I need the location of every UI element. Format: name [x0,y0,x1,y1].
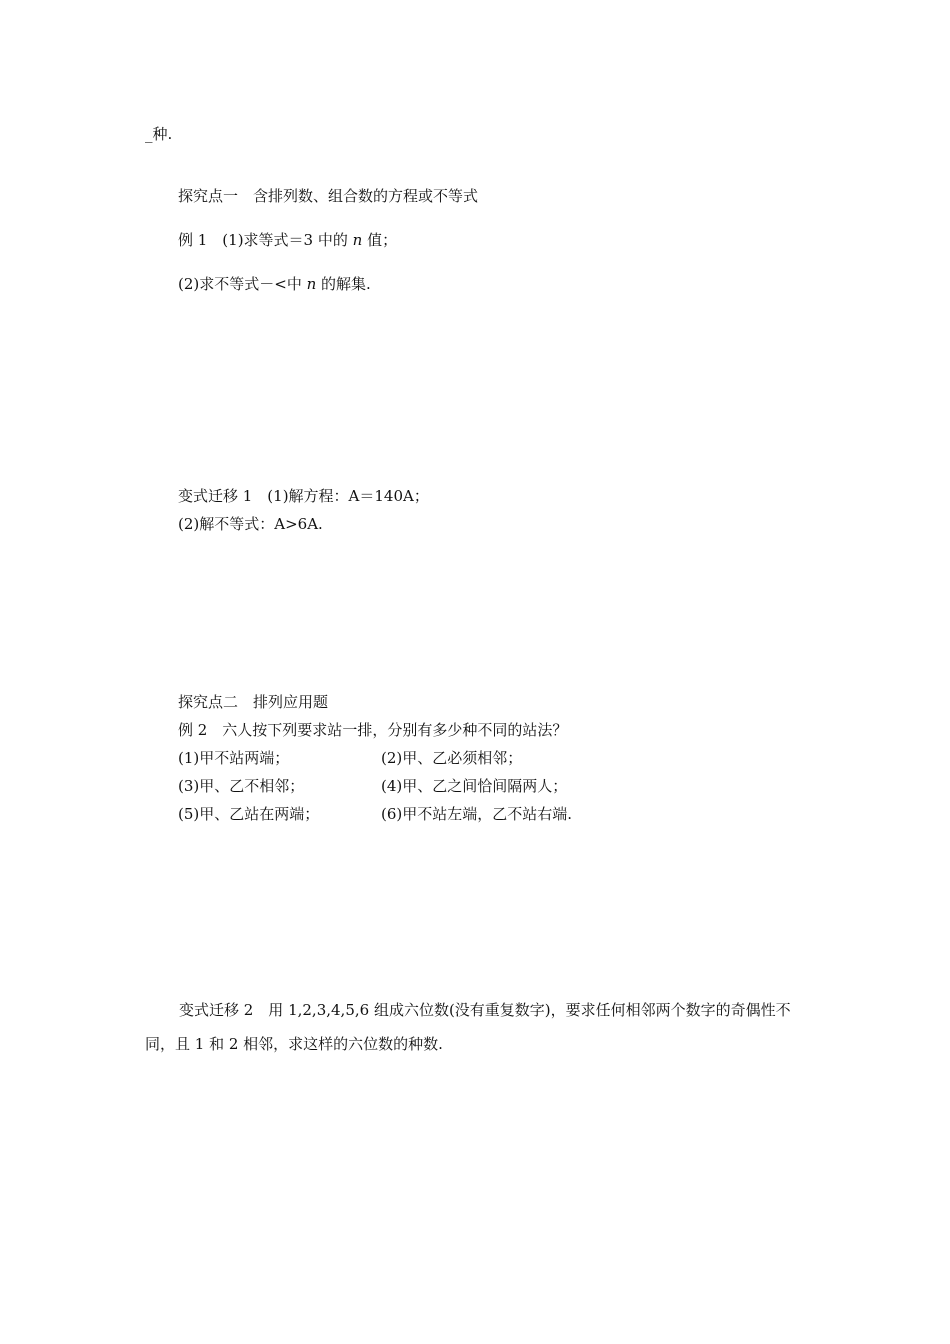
example2-item-5: (5)甲、乙站在两端； [178,805,320,823]
example1-part2-prefix: (2)求不等式－<中 [178,275,307,293]
example2-item-3: (3)甲、乙不相邻； [178,777,305,795]
example1-part1 [178,230,397,250]
example2-item-2: (2)甲、乙必须相邻； [381,749,523,767]
example2-row-2 [178,776,818,796]
top-fragment: _种. [145,125,173,143]
example2-intro: 例 2 六人按下列要求站一排，分别有多少种不同的站法？ [178,721,568,739]
example2-row-1 [178,748,818,768]
example2-row-3 [178,804,818,824]
variant2-text: 变式迁移 2 用 1,2,3,4,5,6 组成六位数(没有重复数字)，要求任何相邻两个数字的奇偶性不同，且 1 和 2 相邻，求这样的六位数的种数. [145,1001,791,1053]
example1-part2 [178,274,371,294]
section1-title: 探究点一 含排列数、组合数的方程或不等式 [178,187,479,205]
variant1-line1: 变式迁移 1 (1)解方程：A＝140A； [178,487,429,505]
example2-item-4: (4)甲、乙之间恰间隔两人； [381,777,568,795]
variant1-line2: (2)解不等式：A>6A. [178,515,323,533]
example1-part2-suffix: 的解集. [316,275,371,293]
example2-item-6: (6)甲不站左端，乙不站右端. [381,805,573,823]
section2-title: 探究点二 排列应用题 [178,693,329,711]
example1-part2-var: n [306,275,317,293]
example1-part1-suffix: 值； [362,231,398,249]
example1-part1-prefix: 例 1 (1)求等式＝3 中的 [178,231,353,249]
example2-item-1: (1)甲不站两端； [178,749,290,767]
example1-part1-var: n [352,231,363,249]
